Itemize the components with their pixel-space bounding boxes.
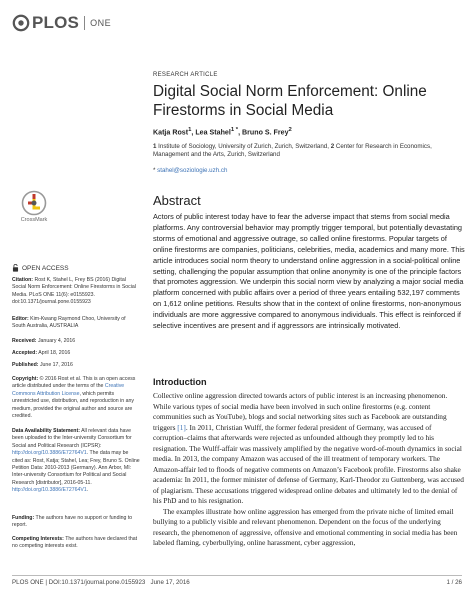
- corresponding-email: [153, 167, 465, 174]
- intro-text: . In 2011, Christian Wulff, the former federal president of Germany, was accused of corruption–claims that afterwards were rejected as unfounded although they promptly led to his resignation. The Wulff-affair was massively amplified by the negative word-of-mouth dynamics in social media. In 2013, the company Amazon was accused of the ill treatment of temporary workers. The Amazon-affair led to floods of negative comments on Amazon’s Facebook profile. Firestorms also shake academia: In 2011, the former minister of defense of Germany, Karl-Theodor zu Guttenberg, was accused of plagiarism. These accusations triggered widespread online debates and ultimately led to the denial of his PhD and to his resignation.: [153, 422, 464, 505]
- data-doi-link[interactable]: http://doi.org/10.3886/E72764V1: [12, 450, 87, 457]
- competing-interests-label: Competing Interests:: [12, 536, 64, 542]
- footer-rule: [12, 575, 462, 576]
- author-name: Katja Rost: [153, 128, 189, 137]
- data-availability-label: Data Availability Statement:: [12, 428, 80, 434]
- page-number: 1 / 26: [446, 579, 462, 586]
- affil-text: Center for Research in Economics, Management and the Arts, Zurich, Switzerland: [153, 143, 432, 158]
- author-affil-sup: 1: [230, 127, 235, 133]
- plos-logo-icon: [12, 14, 30, 32]
- copyright-text-2: , which permits unrestricted use, distribution, and reproduction in any medium, provided the original author and source are credited.: [12, 390, 134, 420]
- data-availability-text: All relevant data have been uploaded to the Inter-university Consortium for Social and Political Research (ICPSR):: [12, 428, 132, 449]
- editor-text: Kim-Kwang Raymond Choo, University of South Australia, AUSTRALIA: [12, 316, 126, 330]
- affil-number: 1: [153, 143, 157, 150]
- intro-paragraph: The examples illustrate how online aggression has emerged from the private niche of limited email bullying to a publicly visible and relevant phenomenon. Dependent on the focus of the underlying research, the phenomenon of aggressive, offensive and emotional commenting in social media has been labeled flaming, cyberbullying, online harassment, cyber aggression,: [153, 506, 458, 547]
- data-availability-text-2: . The data may be cited as: Rost, Katja; Stahel, Lea; Frey, Bruno S. Online Petition Data: 2010-2013 (Germany). Ann Arbor, MI: Inter-university Consortium for Political and Social Research [distributor], 2016-05-11.: [12, 450, 140, 486]
- published-label: Published:: [12, 362, 39, 368]
- received-text: January 4, 2016: [36, 338, 76, 344]
- open-access-label: [12, 264, 69, 272]
- editor-block: [12, 316, 140, 331]
- crossmark-icon: [21, 190, 47, 216]
- author-list: [153, 127, 465, 136]
- footer-citation: PLOS ONE | DOI:10.1371/journal.pone.0155923 June 17, 2016: [12, 579, 190, 586]
- article-type: RESEARCH ARTICLE: [153, 72, 218, 78]
- title-line-2: Firestorms in Social Media: [153, 102, 334, 119]
- author-affil-sup: 2: [288, 127, 292, 133]
- funding-block: [12, 515, 140, 530]
- open-access-text: OPEN ACCESS: [22, 264, 69, 272]
- citation-block: [12, 277, 140, 307]
- accepted-label: Accepted:: [12, 350, 38, 356]
- title-line-1: Digital Social Norm Enforcement: Online: [153, 83, 427, 100]
- copyright-label: Copyright:: [12, 376, 39, 382]
- affil-text: Institute of Sociology, University of Zurich, Zurich, Switzerland,: [156, 143, 331, 150]
- license-link[interactable]: Creative Commons Attribution License: [12, 383, 125, 397]
- introduction-heading: Introduction: [153, 377, 207, 387]
- received-block: [12, 338, 140, 345]
- crossmark-label: CrossMark: [20, 217, 48, 223]
- data-availability-text-3: .: [86, 487, 89, 494]
- open-lock-icon: [12, 264, 19, 272]
- intro-text: Collective online aggression directed towards actors of public interest is an increasing phenomenon. While various types of social media have been involved in such online firestorms (e.g. content communities such as YouTube), blogs and social networking sites such as Facebook are outstanding triggers: [153, 391, 448, 432]
- article-title: [153, 82, 465, 120]
- citation-label: Citation:: [12, 277, 34, 283]
- published-text: June 17, 2016: [38, 362, 73, 368]
- competing-interests-text: The authors have declared that no competing interests exist.: [12, 536, 138, 550]
- data-doi-link-2[interactable]: http://doi.org/10.3886/E72764V1: [12, 487, 87, 494]
- author-name: , Bruno S. Frey: [238, 128, 289, 137]
- competing-interests-block: [12, 536, 140, 551]
- accepted-block: [12, 350, 140, 357]
- email-link[interactable]: stahel@soziologie.uzh.ch: [157, 167, 228, 174]
- crossmark-badge[interactable]: [16, 190, 52, 223]
- corresponding-marker: *: [234, 127, 239, 133]
- affil-number: 2: [330, 143, 335, 150]
- funding-text: The authors have no support or funding to report.: [12, 515, 133, 529]
- author-affil-sup: 1: [188, 127, 192, 133]
- copyright-block: [12, 376, 140, 420]
- abstract-heading: Abstract: [153, 193, 201, 208]
- abstract-text: Actors of public interest today have to fear the adverse impact that stems from social media platforms. Any controversial behavior may promptly trigger temporal, but potentially devastating storms of emotional and aggressive outrage, so called online firestorms. Popular targets of online firestorms are companies, politicians, celebrities, media, academics and many more. This article introduces social norm theory to understand online aggression in a social-political online setting, challenging the popular assumption that online anonymity is one of the principle factors that promotes aggression. We underpin this social norm view by analyzing a major social media platform concerned with public affairs over a period of three years entailing 532,197 comments on 1,612 online petitions. Results show that in the context of online firestorms, non-anonymous individuals are more aggressive compared to anonymous individuals. This effect is reinforced if selective incentives are present and if aggressors are intrinsically motivated.: [153, 212, 465, 331]
- data-availability-block: [12, 428, 140, 495]
- accepted-text: April 18, 2016: [37, 350, 71, 356]
- citation-text: Rost K, Stahel L, Frey BS (2016) Digital Social Norm Enforcement: Online Firestorms in Social Media. PLoS ONE 11(6): e0155923. doi:10.1371/journal.pone.0155923: [12, 277, 136, 306]
- plos-one-logo: [12, 12, 111, 34]
- funding-label: Funding:: [12, 515, 35, 521]
- received-label: Received:: [12, 338, 37, 344]
- journal-name: ONE: [90, 18, 112, 28]
- copyright-text: © 2016 Rost et al. This is an open access article distributed under the terms of the: [12, 376, 136, 390]
- published-block: [12, 362, 140, 369]
- editor-label: Editor:: [12, 316, 29, 322]
- introduction-body: [153, 391, 465, 549]
- email-marker: *: [153, 167, 158, 174]
- reference-link[interactable]: [1]: [177, 422, 186, 432]
- logo-divider: [84, 16, 85, 30]
- intro-paragraph: [153, 391, 465, 507]
- affiliations: [153, 143, 465, 159]
- logo-text: PLOS: [32, 13, 80, 32]
- author-name: , Lea Stahel: [191, 128, 231, 137]
